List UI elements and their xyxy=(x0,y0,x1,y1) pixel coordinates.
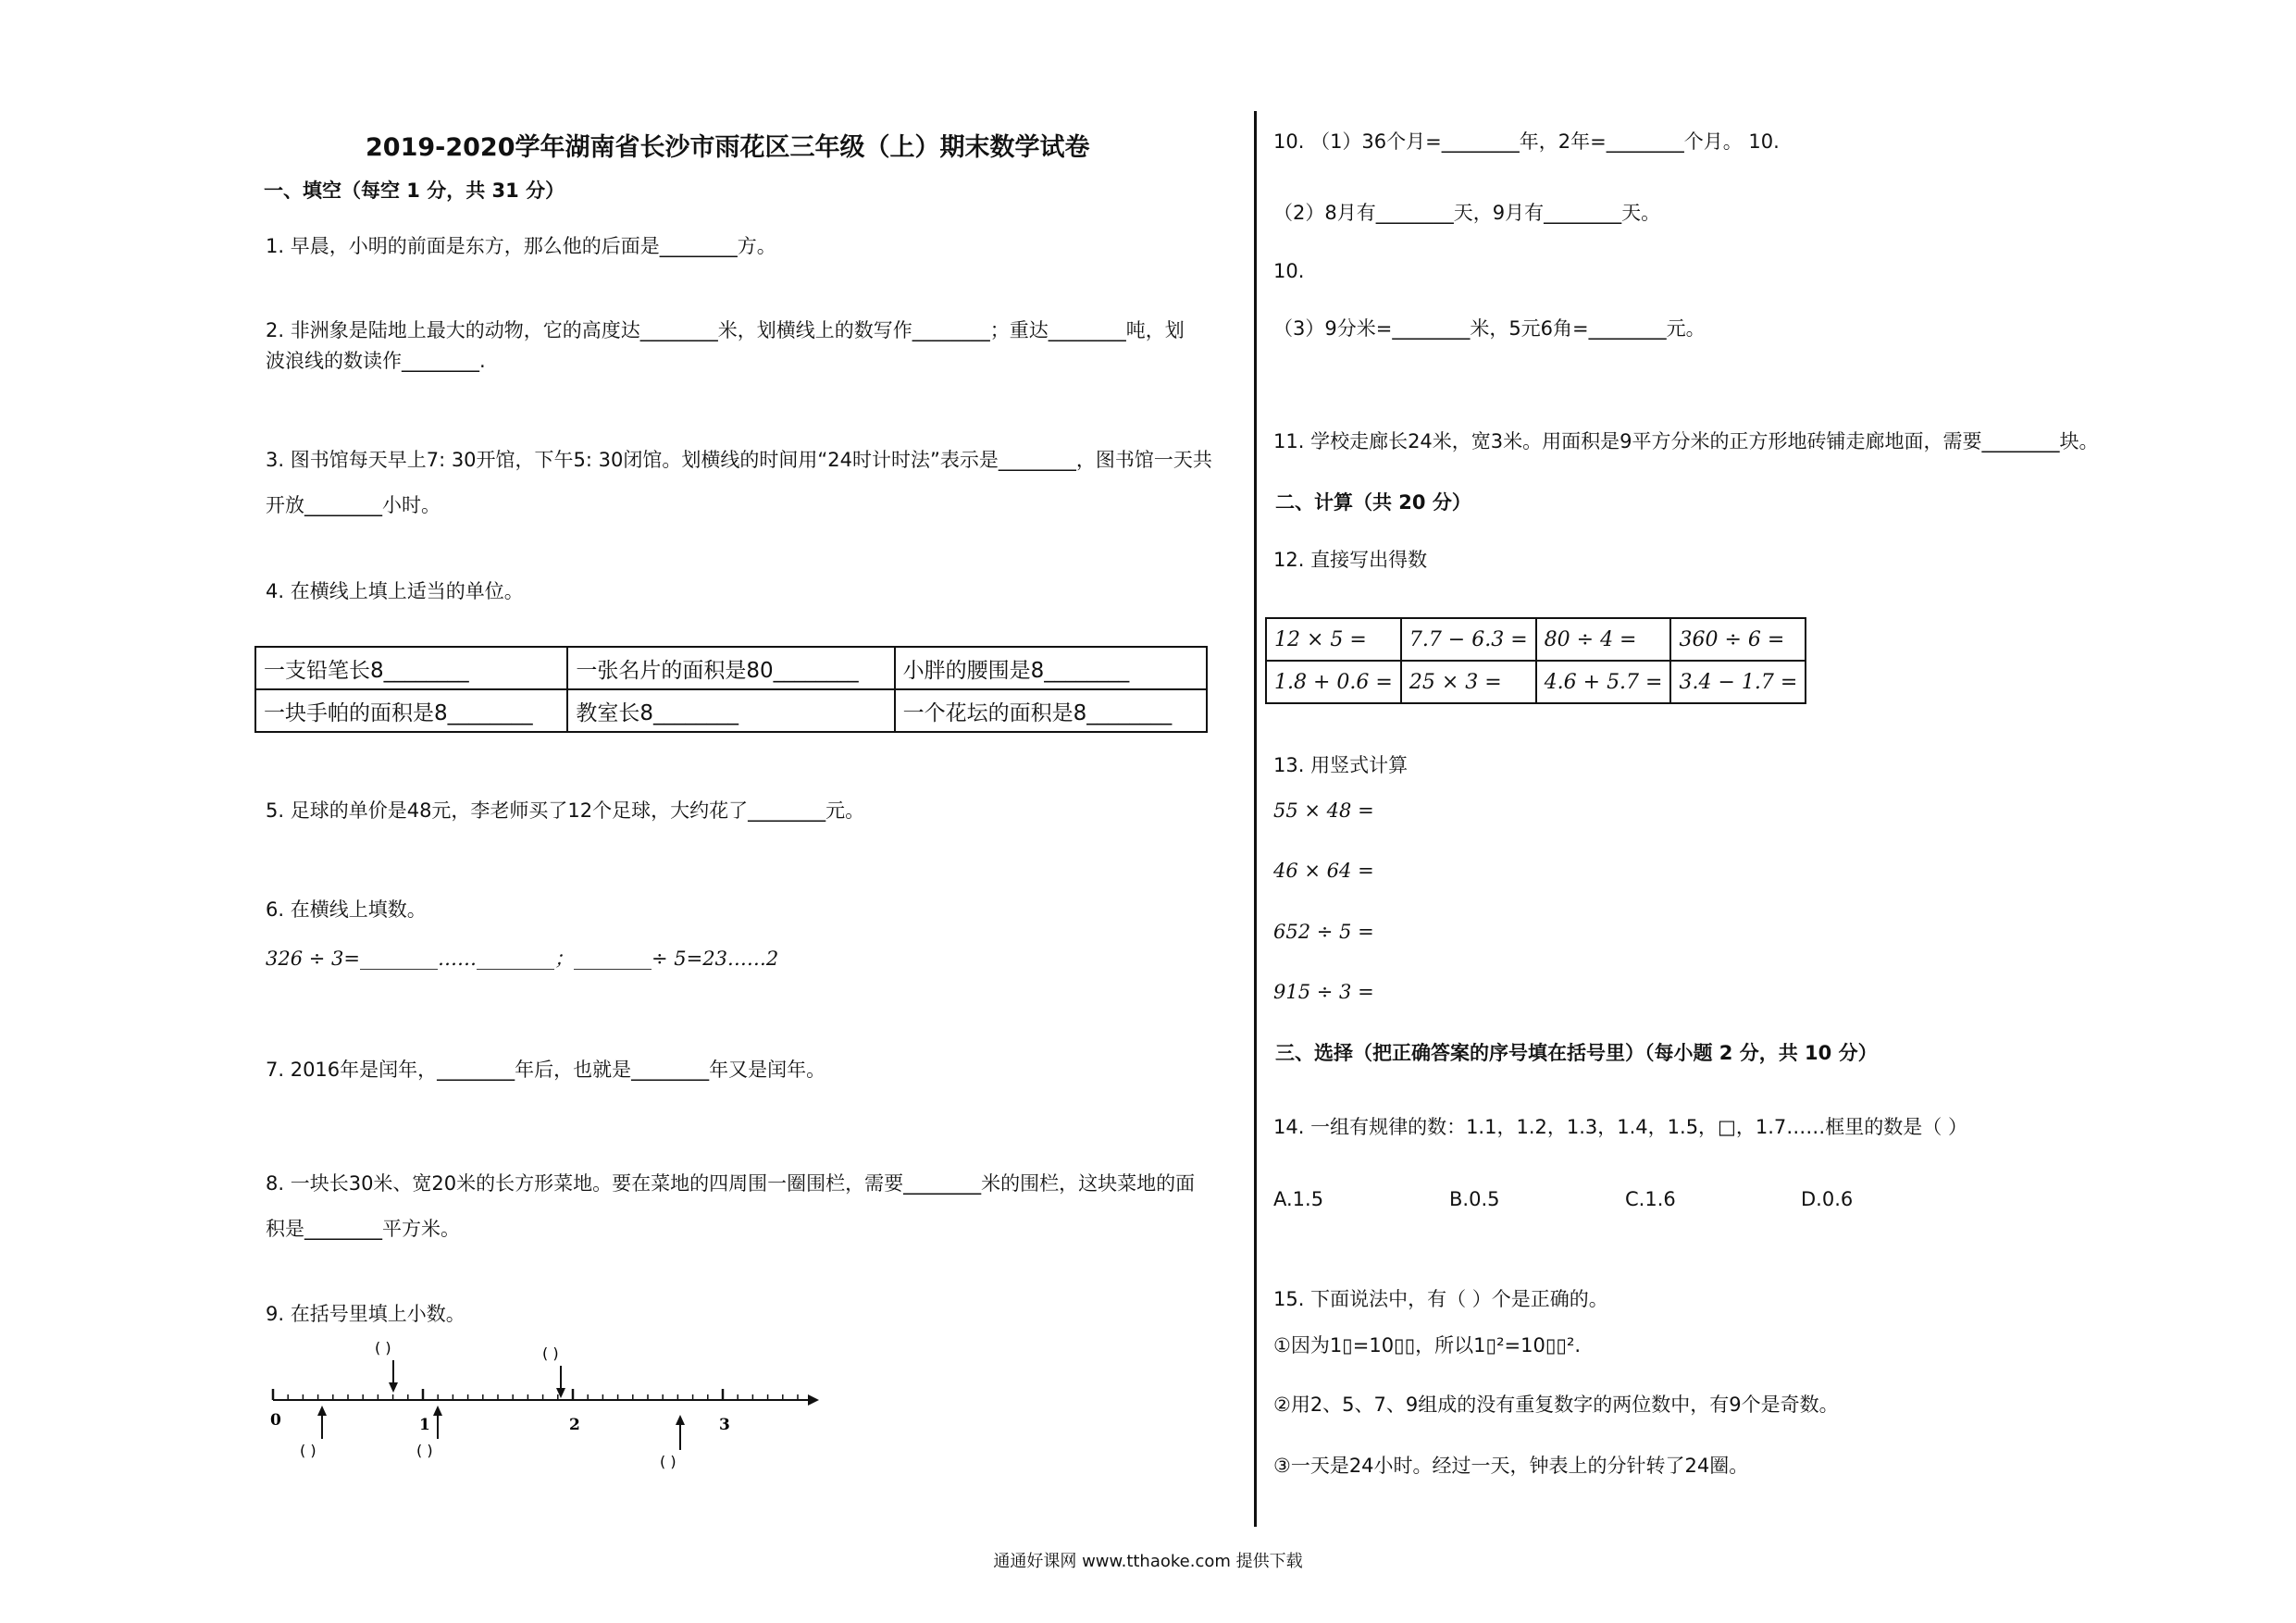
table-cell: 360 ÷ 6 = xyxy=(1670,618,1806,661)
question-1: 1. 早晨，小明的前面是东方，那么他的后面是________方。 xyxy=(266,235,776,257)
question-5: 5. 足球的单价是48元，李老师买了12个足球，大约花了________元。 xyxy=(266,799,865,822)
arrow-head-icon xyxy=(808,1394,819,1406)
table-cell: 12 × 5 = xyxy=(1266,618,1401,661)
table-cell: 一张名片的面积是80________ xyxy=(567,647,894,689)
question-4: 4. 在横线上填上适当的单位。 xyxy=(266,580,524,602)
table-cell: 3.4 − 1.7 = xyxy=(1670,661,1806,703)
footer-credit: 通通好课网 www.tthaoke.com 提供下载 xyxy=(993,1552,1303,1571)
paren-below-3: ( ) xyxy=(660,1453,676,1470)
option-b: B.0.5 xyxy=(1449,1188,1500,1210)
question-10-number: 10. xyxy=(1273,260,1305,282)
question-6-expression: 326 ÷ 3=________……________；________÷ 5=23……2 xyxy=(266,948,779,970)
number-line-ticks xyxy=(273,1389,798,1400)
question-13: 13. 用竖式计算 xyxy=(1273,754,1409,776)
statement-3: ③一天是24小时。经过一天，钟表上的分针转了24圈。 xyxy=(1273,1455,1749,1477)
table-cell: 25 × 3 = xyxy=(1401,661,1536,703)
up-arrow-head-icon xyxy=(317,1406,327,1416)
question-10-part-1: 10. （1）36个月=________年，2年=________个月。 10. xyxy=(1273,130,1780,153)
section-3-heading: 三、选择（把正确答案的序号填在括号里）（每小题 2 分，共 10 分） xyxy=(1275,1042,1878,1064)
question-10-part-3: （3）9分米=________米，5元6角=________元。 xyxy=(1273,317,1706,340)
page-title: 2019-2020学年湖南省长沙市雨花区三年级（上）期末数学试卷 xyxy=(366,133,1090,162)
tick-label-0: 0 xyxy=(270,1411,281,1430)
column-divider xyxy=(1254,111,1257,1527)
table-row xyxy=(255,647,1207,689)
tick-label-2: 2 xyxy=(569,1416,580,1434)
table-row xyxy=(255,689,1207,732)
question-7: 7. 2016年是闰年，________年后，也就是________年又是闰年。 xyxy=(266,1059,826,1081)
question-11: 11. 学校走廊长24米，宽3米。用面积是9平方分米的正方形地砖铺走廊地面，需要________块。 xyxy=(1273,430,2099,452)
tick-label-3: 3 xyxy=(719,1416,730,1434)
question-9: 9. 在括号里填上小数。 xyxy=(266,1303,465,1325)
table-cell: 教室长8________ xyxy=(567,689,894,732)
vertical-calc-1: 55 × 48 = xyxy=(1273,799,1374,822)
section-1-heading: 一、填空（每空 1 分，共 31 分） xyxy=(264,180,565,202)
option-a: A.1.5 xyxy=(1273,1188,1324,1210)
vertical-calc-3: 652 ÷ 5 = xyxy=(1273,921,1374,943)
question-8-line-1: 8. 一块长30米、宽20米的长方形菜地。要在菜地的四周围一圈围栏，需要________米的围栏，这块菜地的面 xyxy=(266,1172,1196,1195)
up-arrow-head-icon xyxy=(676,1415,685,1425)
question-2-line-2: 波浪线的数读作________. xyxy=(266,350,486,372)
statement-2: ②用2、5、7、9组成的没有重复数字的两位数中，有9个是奇数。 xyxy=(1273,1394,1839,1416)
question-8-line-2: 积是________平方米。 xyxy=(266,1218,460,1240)
table-row xyxy=(1266,661,1806,703)
paren-above-1: ( ) xyxy=(375,1339,391,1357)
table-cell: 1.8 + 0.6 = xyxy=(1266,661,1401,703)
up-arrow-head-icon xyxy=(433,1406,442,1416)
option-d: D.0.6 xyxy=(1801,1188,1854,1210)
vertical-calc-4: 915 ÷ 3 = xyxy=(1273,981,1374,1003)
question-15: 15. 下面说法中，有（ ）个是正确的。 xyxy=(1273,1288,1608,1310)
down-arrow-head-icon xyxy=(389,1382,398,1393)
question-14: 14. 一组有规律的数：1.1，1.2，1.3，1.4，1.5，□，1.7……框里的数是（ ） xyxy=(1273,1116,1967,1138)
tick-label-1: 1 xyxy=(419,1416,430,1434)
option-c: C.1.6 xyxy=(1625,1188,1676,1210)
table-cell: 小胖的腰围是8________ xyxy=(895,647,1207,689)
table-cell: 4.6 + 5.7 = xyxy=(1536,661,1671,703)
unit-table xyxy=(254,646,1208,733)
mental-math-table xyxy=(1265,617,1806,704)
statement-1: ①因为1▯=10▯▯，所以1▯²=10▯▯². xyxy=(1273,1334,1582,1357)
section-2-heading: 二、计算（共 20 分） xyxy=(1275,491,1471,514)
table-cell: 7.7 − 6.3 = xyxy=(1401,618,1536,661)
table-row xyxy=(1266,618,1806,661)
paren-below-1: ( ) xyxy=(300,1442,316,1459)
question-3-line-2: 开放________小时。 xyxy=(266,494,441,516)
table-cell: 一块手帕的面积是8________ xyxy=(255,689,567,732)
table-cell: 一支铅笔长8________ xyxy=(255,647,567,689)
paren-above-2: ( ) xyxy=(542,1344,559,1362)
number-line-figure xyxy=(268,1337,833,1476)
question-10-part-2: （2）8月有________天，9月有________天。 xyxy=(1273,202,1661,224)
table-cell: 一个花坛的面积是8________ xyxy=(895,689,1207,732)
vertical-calc-2: 46 × 64 = xyxy=(1273,860,1374,882)
question-2-line-1: 2. 非洲象是陆地上最大的动物，它的高度达________米，划横线上的数写作________；重达________吨，划 xyxy=(266,319,1185,341)
question-6: 6. 在横线上填数。 xyxy=(266,898,427,921)
question-12: 12. 直接写出得数 xyxy=(1273,549,1428,571)
table-cell: 80 ÷ 4 = xyxy=(1536,618,1671,661)
paren-below-2: ( ) xyxy=(416,1442,433,1459)
question-3-line-1: 3. 图书馆每天早上7: 30开馆，下午5: 30闭馆。划横线的时间用“24时计时法”表示是________，图书馆一天共 xyxy=(266,449,1212,471)
